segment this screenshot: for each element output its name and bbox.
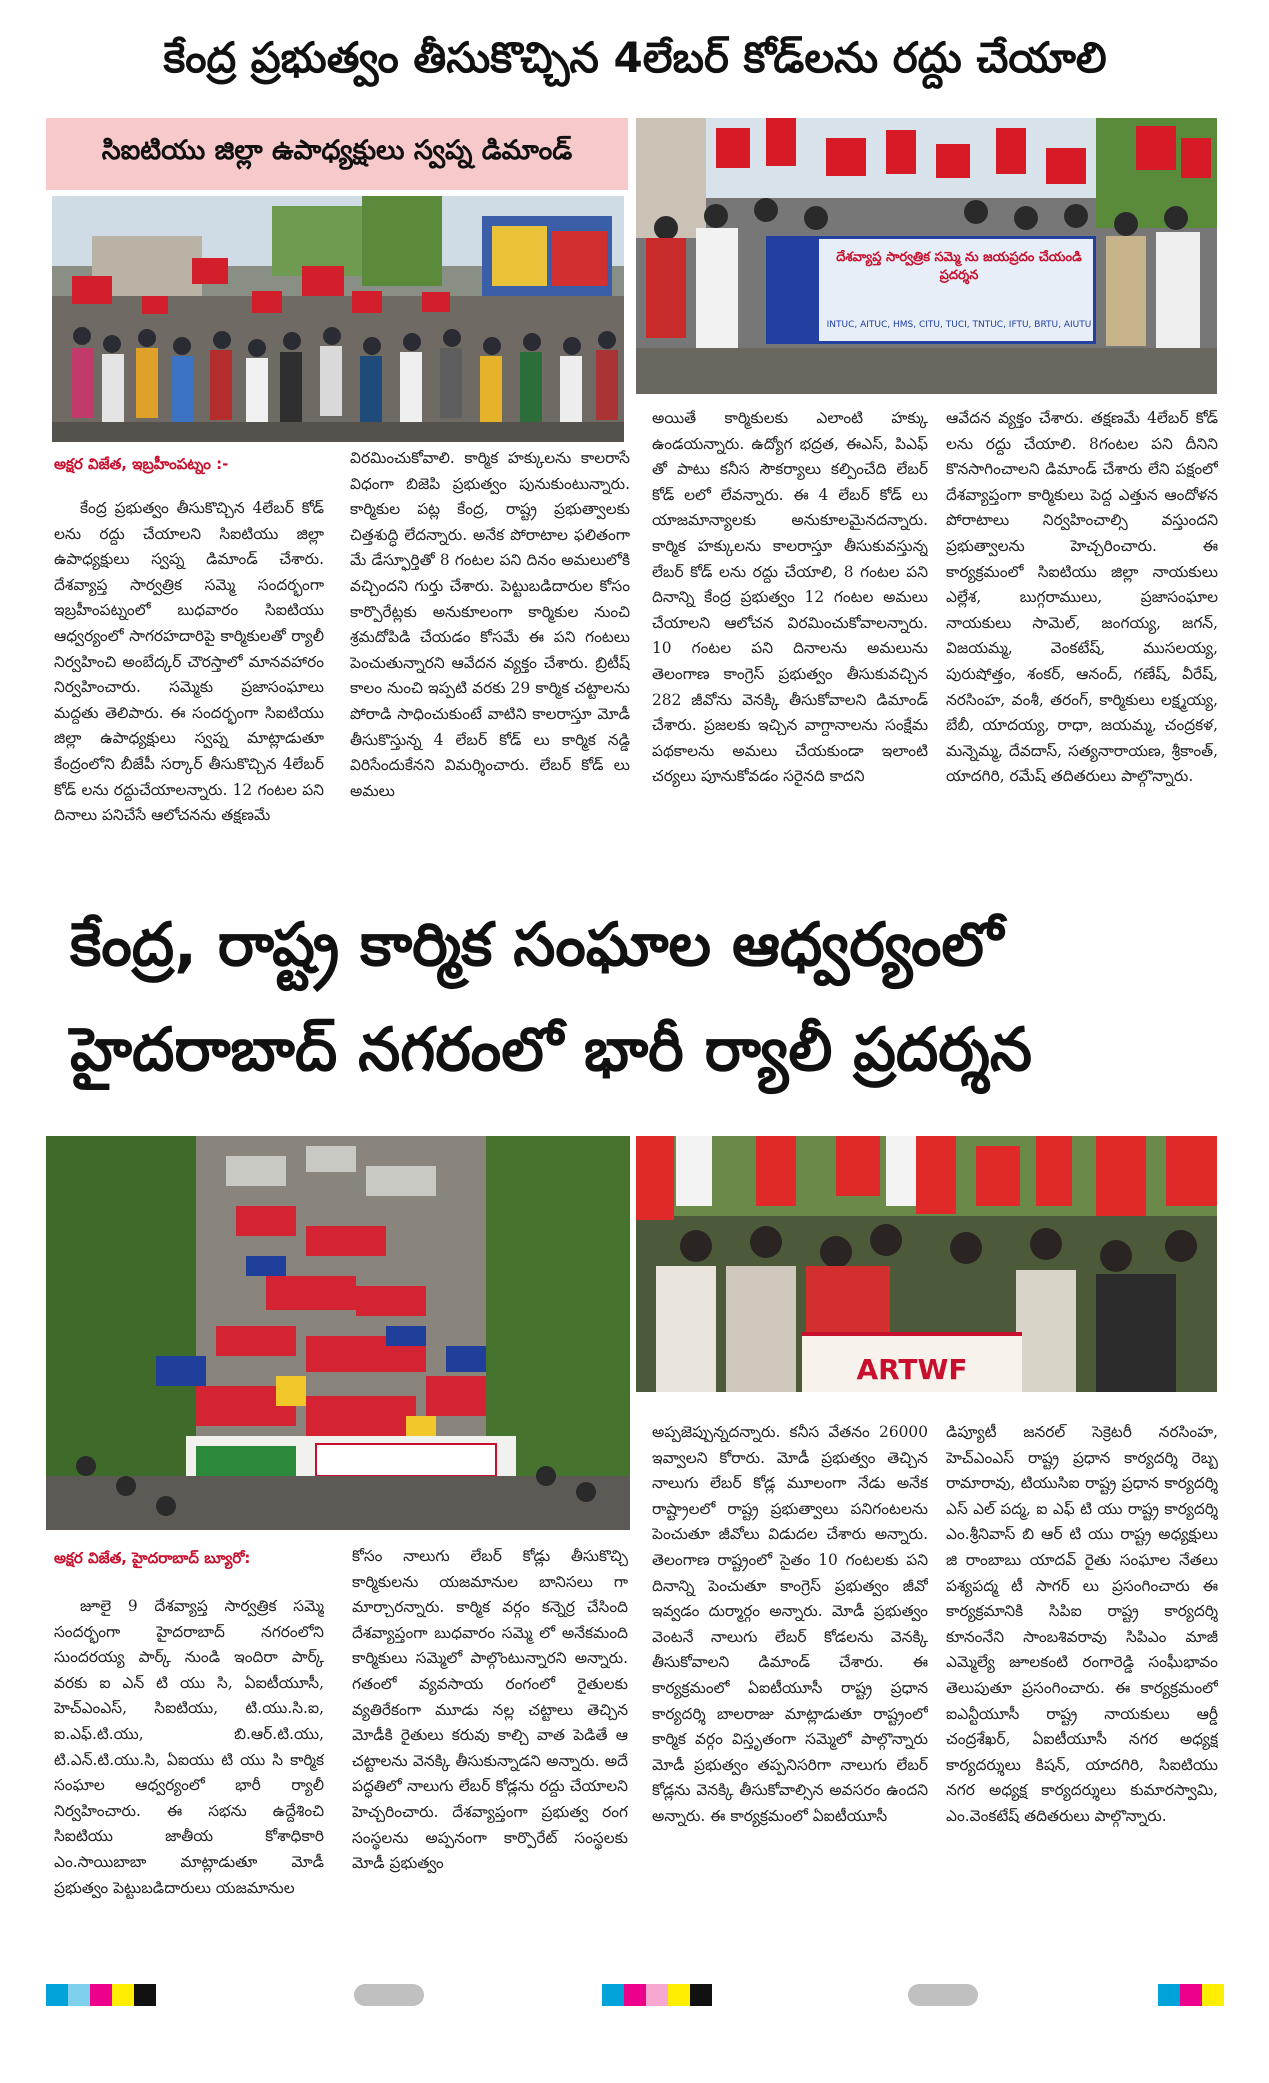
print-color-bar-center xyxy=(602,1984,742,2006)
story1-photo-roadside-rally xyxy=(52,196,624,442)
story2-photo-leaders-march xyxy=(636,1136,1217,1392)
story1-subhead-text: సిఐటియు జిల్లా ఉపాధ్యక్షులు స్వప్న డిమాండ్ xyxy=(101,135,573,166)
story1-column-2: విరమించుకోవాలి. కార్మిక హక్కులను కాలరాసే విధంగా బిజెపి ప్రభుత్వం పునుకుంటున్నారు. కార్మికుల పట్ల కేంద్ర, రాష్ట్ర ప్రభుత్వాలకు చిత్తశుద్ధి లేదన్నారు. అనేక పోరాటాల ఫలితంగా మే డేస్ఫూర్తితో 8 గంటల పని దినం అమలులోకి వచ్చిందని గుర్తు చేశారు. పెట్టుబడిదారుల కోసం కార్పొరేట్లకు అనుకూలంగా కార్మికుల నుంచి శ్రమదోపిడి చేయడం కోసమే ఈ పని గంటలు పెంచుతున్నారని ఆవేదన వ్యక్తం చేశారు. బ్రిటీష్ కాలం నుంచి ఇప్పటి వరకు 29 కార్మిక చట్టాలను పోరాడి సాధించుకుంటే వాటిని కాలరాస్తూ మోడీ తీసుకొస్తున్న 4 లేబర్ కోడ్ లు కార్మిక నడ్డి విరిసేందుకేనని విమర్శించారు. లేబర్ కోడ్ లు అమలు xyxy=(350,449,630,800)
swatch-magenta xyxy=(90,1984,112,2006)
swatch-magenta xyxy=(624,1984,646,2006)
story2-headline-line1: కేంద్ర, రాష్ట్ర కార్మిక సంఘాల ఆధ్వర్యంలో xyxy=(70,910,1004,980)
banner-blue-band xyxy=(769,239,819,341)
story1-subhead xyxy=(46,118,628,190)
swatch-cyan xyxy=(1158,1984,1180,2006)
swatch-light-magenta xyxy=(646,1984,668,2006)
story2-banner-text: ARTWF xyxy=(856,1353,968,1386)
swatch-cyan xyxy=(46,1984,68,2006)
story1-banner-unions: INTUC, AITUC, HMS, CITU, TUCI, TNTUC, IFTU, BRTU, AIUTU xyxy=(826,320,1092,330)
print-color-bar-left xyxy=(46,1984,182,2006)
swatch-yellow xyxy=(668,1984,690,2006)
swatch-cyan xyxy=(602,1984,624,2006)
story1-column-1: కేంద్ర ప్రభుత్వం తీసుకొచ్చిన 4లేబర్ కోడ్ లను రద్దు చేయాలని సిఐటియు జిల్లా ఉపాధ్యక్షులు స్వప్న డిమాండ్ చేశారు. దేశవ్యాప్త సార్వత్రిక సమ్మె సందర్భంగా ఇబ్రహీంపట్నంలో బుధవారం సిఐటియు ఆధ్వర్యంలో సాగరహదారిపై కార్మికులతో ర్యాలీ నిర్వహించి అంబేద్కర్ చౌరస్తాలో మానవహారం నిర్వహించారు. సమ్మెకు ప్రజాసంఘాలు మద్దతు తెలిపారు. ఈ సందర్భంగా సిఐటియు జిల్లా ఉపాధ్యక్షులు స్వప్న మాట్లాడుతూ కేంద్రంలోని బీజేపీ సర్కార్ తీసుకొచ్చిన 4లేబర్ కోడ్ లను రద్దుచేయాలన్నారు. 12 గంటల పని దినాలు పనిచేసే ఆలోచనను తక్షణమే xyxy=(54,499,324,825)
story2-column-2: కోసం నాలుగు లేబర్ కోడ్లు తీసుకొచ్చి కార్మికులను యజమానుల బానిసలు గా మార్చారన్నారు. కార్మిక వర్గం కన్నెర్ర చేసింది దేశవ్యాప్తంగా బుధవారం సమ్మె లో అనేకమంది కార్మికులు సమ్మెలో పాల్గొంటున్నారని అన్నారు. గతంలో వ్యవసాయ రంగంలో రైతులకు వ్యతిరేకంగా మూడు నల్ల చట్టాలు తెచ్చిన మోడీకి రైతులు కరువు కాల్చి వాత పెడితే ఆ చట్టాలను వెనక్కి తీసుకున్నాడని అన్నారు. అదే పద్ధతిలో నాలుగు లేబర్ కోడ్లను రద్దు చేయాలని హెచ్చరించారు. దేశవ్యాప్తంగా ప్రభుత్వ రంగ సంస్థలను అప్పనంగా కార్పొరేట్ సంస్థలకు మోడీ ప్రభుత్వం xyxy=(352,1547,628,1873)
story2-headline-line2: హైదరాబాద్ నగరంలో భారీ ర్యాలీ ప్రదర్శన xyxy=(70,1015,1032,1085)
story1-banner xyxy=(766,236,1096,344)
swatch-black xyxy=(134,1984,156,2006)
story1-photo-banner-procession xyxy=(636,118,1217,394)
swatch-black xyxy=(690,1984,712,2006)
story2-byline: అక్షర విజేత, హైదరాబాద్ బ్యూరో: xyxy=(54,1549,251,1567)
story2-photo-aerial-crowd xyxy=(46,1136,630,1530)
story2-column-1: జూలై 9 దేశవ్యాప్త సార్వత్రిక సమ్మె సందర్భంగా హైదరాబాద్ నగరంలోని సుందరయ్య పార్క్ నుండి ఇందిరా పార్క్ వరకు ఐ ఎన్ టి యు సి, ఏఐటీయూసీ, హెచ్‌ఎంఎస్, సిఐటియు, టి.యు.సి.ఐ, ఐ.ఎఫ్.టి.యు, బి.ఆర్.టి.యు, టి.ఎన్.టి.యు.సి, ఏఐయు టి యు సి కార్మిక సంఘాల ఆధ్వర్యంలో భారీ ర్యాలీ నిర్వహించారు. ఈ సభను ఉద్దేశించి సిఐటియు జాతీయ కోశాధికారి ఎం.సాయిబాబా మాట్లాడుతూ మోడీ ప్రభుత్వం పెట్టుబడిదారులు యజమానుల xyxy=(54,1597,324,1897)
print-gray-bar-2 xyxy=(908,1984,978,2006)
story1-banner-text: దేశవ్యాప్త సార్వత్రిక సమ్మె ను జయప్రదం చేయండి ప్రదర్శన xyxy=(836,250,1082,283)
story2-column-3: అప్పజెప్పున్నదన్నారు. కనీస వేతనం 26000 ఇవ్వాలని కోరారు. మోడీ ప్రభుత్వం తెచ్చిన నాలుగు లేబర్ కోడ్ల మూలంగా నేడు అనేక రాష్ట్రాలలో రాష్ట్ర ప్రభుత్వాలు పనిగంటలను పెంచుతూ జీవోలు విడుదల చేశారు అన్నారు. తెలంగాణ రాష్ట్రంలో సైతం 10 గంటలకు పని దినాన్ని పెంచుతూ కాంగ్రెస్ ప్రభుత్వం జీవో ఇవ్వడం దుర్మార్గం అన్నారు. మోడీ ప్రభుత్వం వెంటనే నాలుగు లేబర్ కోడలను వెనక్కి తీసుకోవాలని డిమాండ్ చేశారు. ఈ కార్యక్రమంలో ఏఐటీయూసీ రాష్ట్ర ప్రధాన కార్యదర్శి బాలరాజు మాట్లాడుతూ రాష్ట్రంలో కార్మిక వర్గం విస్తృతంగా సమ్మెలో పాల్గొన్నారు మోడీ ప్రభుత్వం తప్పనిసరిగా నాలుగు లేబర్ కోడ్లను వెనక్కి తీసుకోవాల్సిన అవసరం ఉందని అన్నారు. ఈ కార్యక్రమంలో ఏఐటీయూసీ xyxy=(652,1423,928,1825)
swatch-yellow xyxy=(112,1984,134,2006)
story1-byline: అక్షర విజేత, ఇబ్రహీంపట్నం :- xyxy=(54,455,229,473)
swatch-magenta xyxy=(1180,1984,1202,2006)
story1-column-4: ఆవేదన వ్యక్తం చేశారు. తక్షణమే 4లేబర్ కోడ్ లను రద్దు చేయాలి. 8గంటల పని దీనిని కొనసాగించాలని డిమాండ్ చేశారు లేని పక్షంలో దేశవ్యాప్తంగా కార్మికులు పెద్ద ఎత్తున ఆందోళన పోరాటాలు నిర్వహించాల్సి వస్తుందని ప్రభుత్వాలను హెచ్చరించారు. ఈ కార్యక్రమంలో సిఐటియు జిల్లా నాయకులు ఎల్లేశ, బుగ్గరాములు, ప్రజాసంఘాల నాయకులు సామెల్, జంగయ్య, జగన్, విజయమ్మ, వెంకటేష్, ముసలయ్య, పురుషోత్తం, శంకర్, ఆనంద్, గణేష్, వీరేష్, నరసింహ, వంశీ, తరంగ్, కార్మికులు లక్ష్మయ్య, బేబీ, యాదయ్య, రాధా, జయమ్మ, చంద్రకళ, మన్నెమ్మ, దేవదాస్, సత్యనారాయణ, శ్రీకాంత్, యాదగిరి, రమేష్ తదితరులు పాల్గొన్నారు. xyxy=(946,409,1218,786)
story2-column-4: డిప్యూటీ జనరల్ సెక్రెటరీ నరసింహ, హెచ్‌ఎంఎస్ రాష్ట్ర ప్రధాన కార్యదర్శి రెబ్బ రామారావు, టియుసిఐ రాష్ట్ర ప్రధాన కార్యదర్శి ఎస్ ఎల్ పద్మ, ఐ ఎఫ్ టి యు రాష్ట్ర కార్యదర్శి ఎం.శ్రీనివాస్ బి ఆర్ టి యు రాష్ట్ర అధ్యక్షులు జి రాంబాబు యాదవ్ రైతు సంఘాల నేతలు పశ్యపద్మ టీ సాగర్ లు ప్రసంగించారు ఈ కార్యక్రమానికి సిపిఐ రాష్ట్ర కార్యదర్శి కూనంనేని సాంబశివరావు సిపిఎం మాజీ ఎమ్మెల్యే జూలకంటి రంగారెడ్డి సంఘీభావం తెలుపుతూ ప్రసంగించారు. ఈ కార్యక్రమంలో ఐఎన్టీయూసీ రాష్ట్ర నాయకులు ఆర్డీ చంద్రశేఖర్, ఏఐటీయూసీ నగర అధ్యక్ష కార్యదర్శులు కిషన్, యాదగిరి, సిఐటియు నగర అధ్యక్ష కార్యదర్శులు కుమారస్వామి, ఎం.వెంకటేష్ తదితరులు పాల్గొన్నారు. xyxy=(946,1423,1218,1825)
story2-banner xyxy=(802,1332,1022,1392)
story1-column-3: అయితే కార్మికులకు ఎలాంటి హక్కు ఉండయన్నారు. ఉద్యోగ భద్రత, ఈఎస్, పిఎఫ్ తో పాటు కనీస సౌకర్యాలు కల్పించేది లేబర్ కోడ్ లలో లేవన్నారు. ఈ 4 లేబర్ కోడ్ లు యాజమాన్యాలకు అనుకూలమైనదన్నారు. కార్మిక హక్కులను కాలరాస్తూ తీసుకువస్తున్న లేబర్ కోడ్ లను రద్దు చేయాలి, 8 గంటల పని దినాన్ని కేంద్ర ప్రభుత్వం 12 గంటల అమలు చేయాలని ఆలోచన విరమించుకోవాలన్నారు. 10 గంటల పని దినాలను అమలును తెలంగాణ కాంగ్రెస్ ప్రభుత్వం తీసుకువచ్చిన 282 జీవోను వెనక్కి తీసుకోవాలని డిమాండ్ చేశారు. ప్రజలకు ఇచ్చిన వాగ్దానాలను సంక్షేమ పథకాలను అమలు చేయకుండా ఇలాంటి చర్యలు పూనుకోవడం సరైనది కాదని xyxy=(652,409,928,786)
swatch-yellow xyxy=(1202,1984,1224,2006)
print-gray-bar-1 xyxy=(354,1984,424,2006)
print-color-bar-right xyxy=(1158,1984,1248,2006)
story1-headline: కేంద్ర ప్రభుత్వం తీసుకొచ్చిన 4లేబర్ కోడ్‌లను రద్దు చేయాలి xyxy=(163,33,1107,82)
swatch-light-cyan xyxy=(68,1984,90,2006)
